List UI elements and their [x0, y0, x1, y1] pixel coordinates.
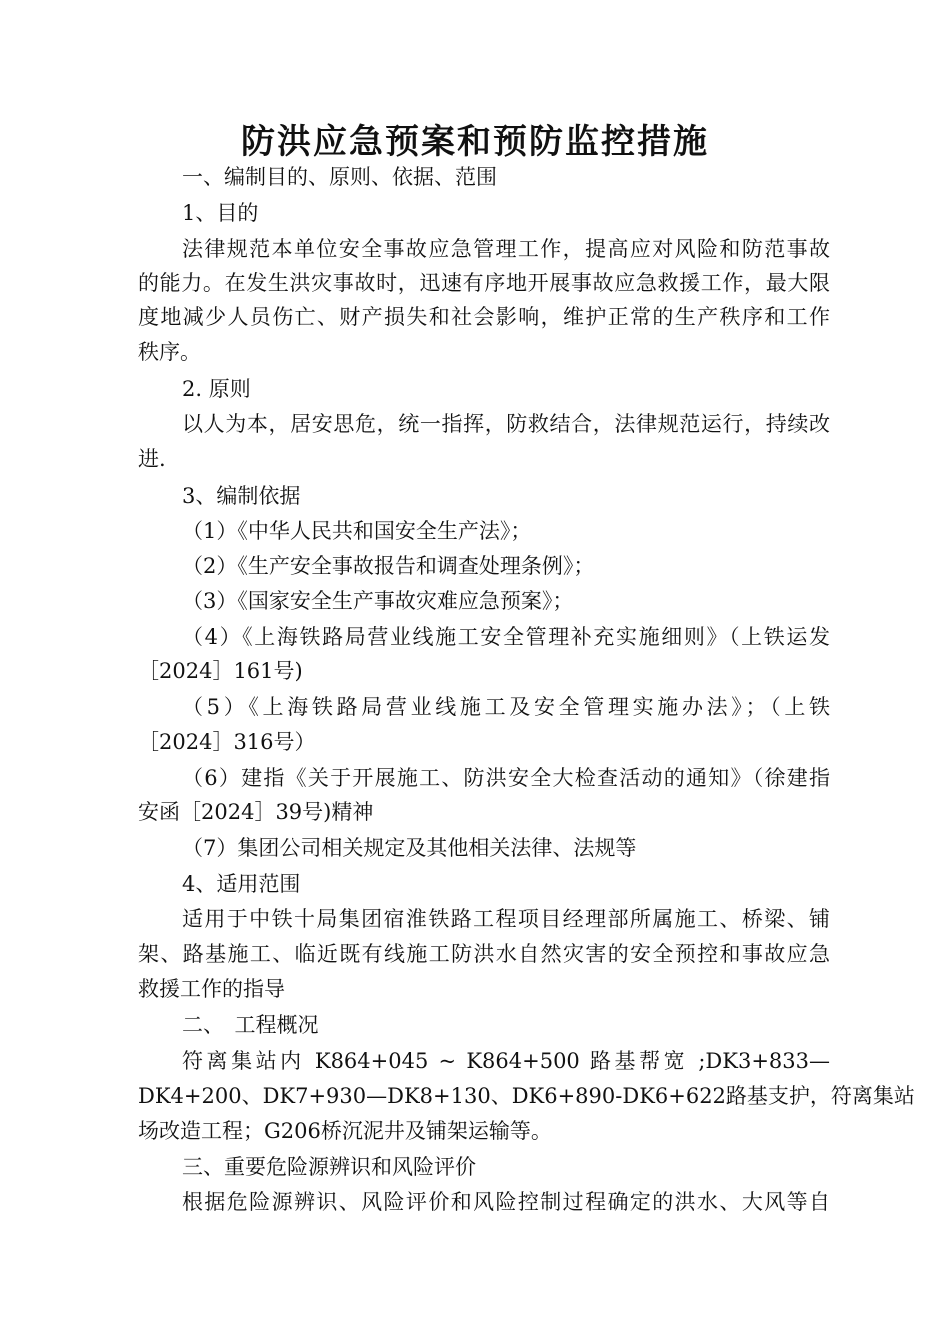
- list-item-continuation: ［2024］316号）: [138, 730, 316, 754]
- list-item-continuation: 安函［2024］39号)精神: [138, 800, 374, 824]
- paragraph-line: 场改造工程；G206桥沉泥井及铺架运输等。: [138, 1119, 552, 1143]
- paragraph-line: 根据危险源辨识、风险评价和风险控制过程确定的洪水、大风等自: [182, 1190, 830, 1214]
- list-item: （6）建指《关于开展施工、防洪安全大检查活动的通知》（徐建指: [182, 766, 830, 790]
- paragraph-line: 适用于中铁十局集团宿淮铁路工程项目经理部所属施工、桥梁、铺: [182, 907, 830, 931]
- paragraph-line: 度地减少人员伤亡、财产损失和社会影响，维护正常的生产秩序和工作: [138, 305, 830, 329]
- paragraph-line: 救援工作的指导: [138, 977, 285, 1001]
- paragraph-line: 法律规范本单位安全事故应急管理工作，提高应对风险和防范事故: [182, 237, 830, 261]
- section-heading-2: 二、 工程概况: [182, 1013, 319, 1037]
- list-item: （5）《上海铁路局营业线施工及安全管理实施办法》；（上铁: [182, 695, 830, 719]
- list-item: （7）集团公司相关规定及其他相关法律、法规等: [182, 836, 637, 860]
- list-item: （4）《上海铁路局营业线施工安全管理补充实施细则》（上铁运发: [182, 625, 830, 649]
- paragraph-line: 进.: [138, 447, 166, 471]
- list-item: （3）《国家安全生产事故灾难应急预案》；: [182, 589, 574, 613]
- paragraph-line: 符离集站内 K864+045 ~ K864+500 路基帮宽 ;DK3+833—: [182, 1049, 830, 1073]
- section-heading-1: 一、编制目的、原则、依据、范围: [182, 165, 497, 189]
- section-heading-3: 三、重要危险源辨识和风险评价: [182, 1155, 476, 1179]
- paragraph-line: 的能力。在发生洪灾事故时，迅速有序地开展事故应急救援工作，最大限: [138, 271, 830, 295]
- list-item: （2）《生产安全事故报告和调查处理条例》；: [182, 554, 595, 578]
- paragraph-line: 架、路基施工、临近既有线施工防洪水自然灾害的安全预控和事故应急: [138, 942, 830, 966]
- subheading-principle: 2. 原则: [182, 377, 251, 401]
- paragraph-line: DK4+200、DK7+930—DK8+130、DK6+890-DK6+622路基支护，符离集站: [138, 1084, 915, 1108]
- document-title: 防洪应急预案和预防监控措施: [241, 122, 709, 162]
- paragraph-line: 以人为本，居安思危，统一指挥，防救结合，法律规范运行，持续改: [182, 412, 830, 436]
- subheading-scope: 4、适用范围: [182, 872, 301, 896]
- subheading-purpose: 1、目的: [182, 201, 259, 225]
- subheading-basis: 3、编制依据: [182, 484, 301, 508]
- paragraph-line: 秩序。: [138, 340, 201, 364]
- list-item-continuation: ［2024］161号): [138, 659, 303, 683]
- list-item: （1）《中华人民共和国安全生产法》；: [182, 519, 532, 543]
